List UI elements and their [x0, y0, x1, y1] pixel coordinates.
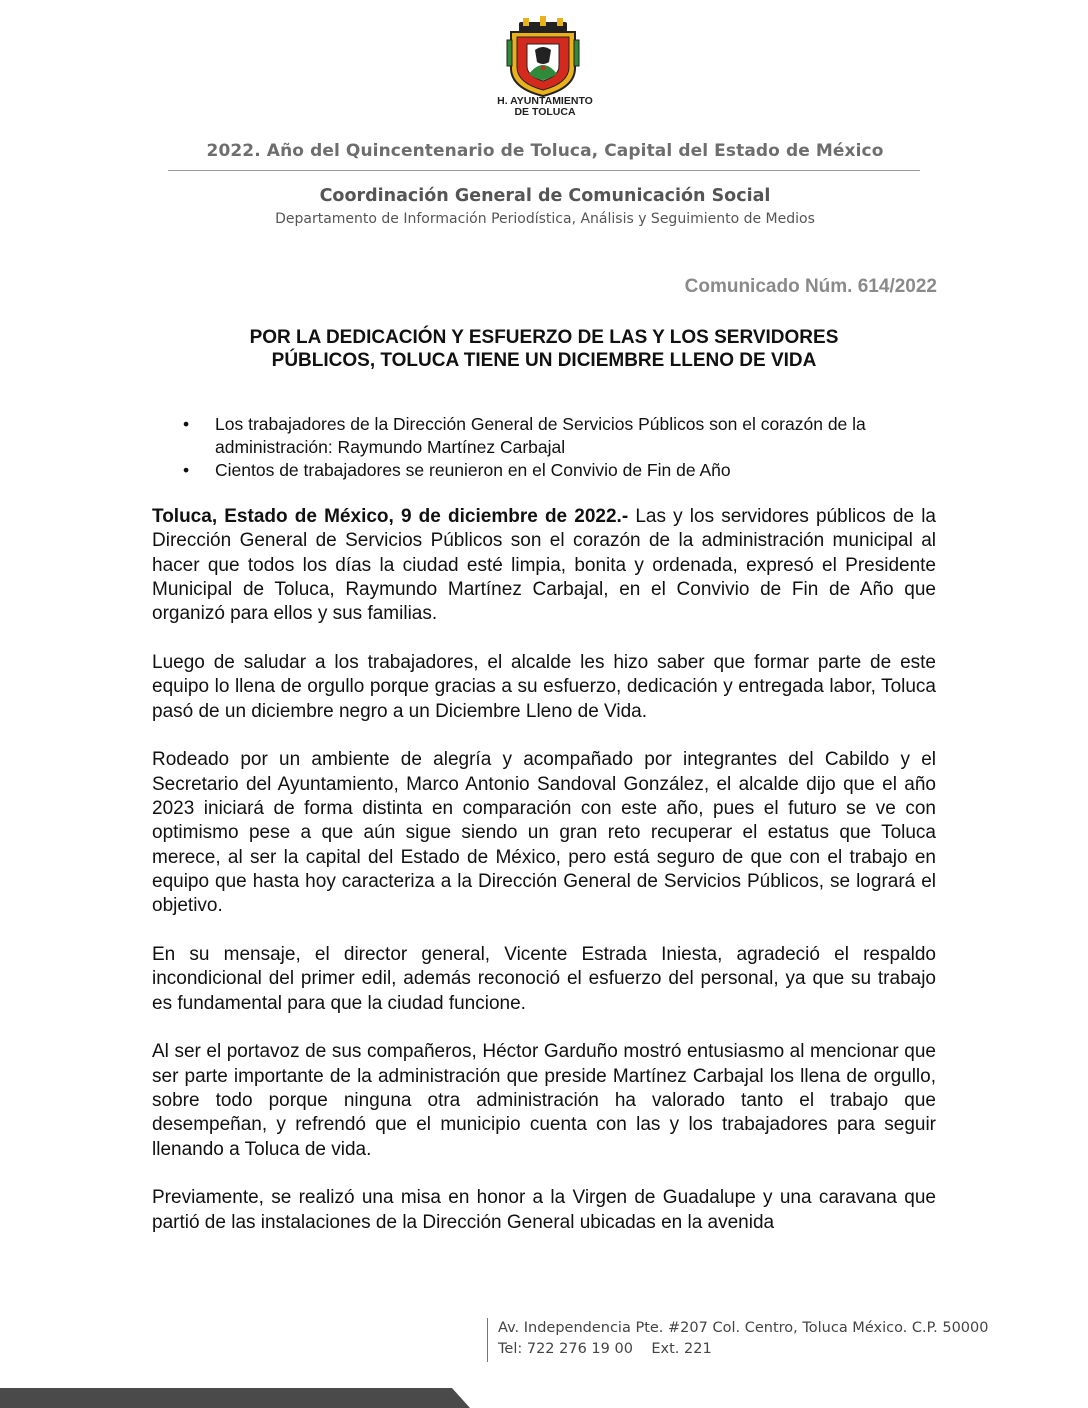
toluca-coat-of-arms-icon	[505, 16, 581, 98]
highlight-text: Cientos de trabajadores se reunieron en el Convivio de Fin de Año	[215, 460, 731, 480]
footer-address: Av. Independencia Pte. #207 Col. Centro, Toluca México. C.P. 50000	[498, 1320, 989, 1336]
department-subtitle: Departamento de Información Periodística, Análisis y Seguimiento de Medios	[275, 211, 815, 227]
highlight-item	[183, 413, 943, 459]
paragraph-5: Al ser el portavoz de sus compañeros, Héctor Garduño mostró entusiasmo al mencionar que ser parte importante de la administración que preside Martínez Carbajal los llena de orgullo, sobre todo porque ninguna otra administración ha valorado tanto el trabajo que desempeñan, y refrendó que el municipio cuenta con las y los trabajadores para seguir llenando a Toluca de vida.	[152, 1041, 936, 1160]
headline	[152, 326, 936, 372]
paragraph-4: En su mensaje, el director general, Vicente Estrada Iniesta, agradeció el respaldo incondicional del primer edil, además reconoció el esfuerzo del personal, ya que su trabajo es fundamental para que la ciudad funcione.	[152, 943, 936, 1014]
paragraph-3: Rodeado por un ambiente de alegría y acompañado por integrantes del Cabildo y el Secretario del Ayuntamiento, Marco Antonio Sandoval González, el alcalde dijo que el año 2023 iniciará de forma distinta en comparación con este año, pues el futuro se ve con optimismo pese a que aún sigue siendo un gran reto recuperar el estatus que Toluca merece, al ser la capital del Estado de México, pero está seguro de que con el trabajo en equipo que hasta hoy caracteriza a la Dirección General de Servicios Públicos, se logrará el objetivo.	[152, 749, 936, 917]
bullet-icon: •	[183, 414, 190, 434]
department-title: Coordinación General de Comunicación Social	[319, 186, 771, 206]
paragraph-2: Luego de saludar a los trabajadores, el alcalde les hizo saber que formar parte de este equipo lo llena de orgullo porque gracias a su esfuerzo, dedicación y entregada labor, Toluca pasó de un diciembre negro a un Diciembre Lleno de Vida.	[152, 651, 936, 722]
footer-divider	[487, 1318, 488, 1362]
header-divider	[168, 170, 920, 171]
highlights-list	[183, 413, 943, 482]
communique-number: Comunicado Núm. 614/2022	[684, 276, 937, 297]
headline-line2: PÚBLICOS, TOLUCA TIENE UN DICIEMBRE LLENO DE VIDA	[271, 350, 817, 371]
article-body	[152, 505, 936, 1259]
highlight-text: Los trabajadores de la Dirección General de Servicios Públicos son el corazón de la administración: Raymundo Martínez Carbajal	[215, 414, 866, 457]
paragraph-6: Previamente, se realizó una misa en honor a la Virgen de Guadalupe y una caravana que partió de las instalaciones de la Dirección General ubicadas en la avenida	[152, 1187, 936, 1233]
paragraph-1	[152, 505, 936, 626]
footer-bar	[0, 1388, 470, 1408]
paragraph-1-text: Las y los servidores públicos de la Dirección General de Servicios Públicos son el corazón de la administración municipal al hacer que todos los días la ciudad esté limpia, bonita y ordenada, expresó el Presidente Municipal de Toluca, Raymundo Martínez Carbajal, en el Convivio de Fin de Año que organizó para ellos y sus familias.	[152, 506, 936, 625]
bullet-icon: •	[183, 460, 190, 480]
headline-line1: POR LA DEDICACIÓN Y ESFUERZO DE LAS Y LOS SERVIDORES	[249, 327, 839, 348]
dateline: Toluca, Estado de México, 9 de diciembre de 2022.-	[152, 506, 629, 527]
highlight-item	[183, 459, 943, 482]
logo-caption-line1: H. AYUNTAMIENTO	[497, 95, 593, 107]
year-motto: 2022. Año del Quincentenario de Toluca, Capital del Estado de México	[206, 141, 884, 161]
logo-caption-line2: DE TOLUCA	[514, 106, 576, 118]
logo-caption	[470, 96, 620, 118]
footer-phone: Tel: 722 276 19 00 Ext. 221	[498, 1341, 712, 1357]
